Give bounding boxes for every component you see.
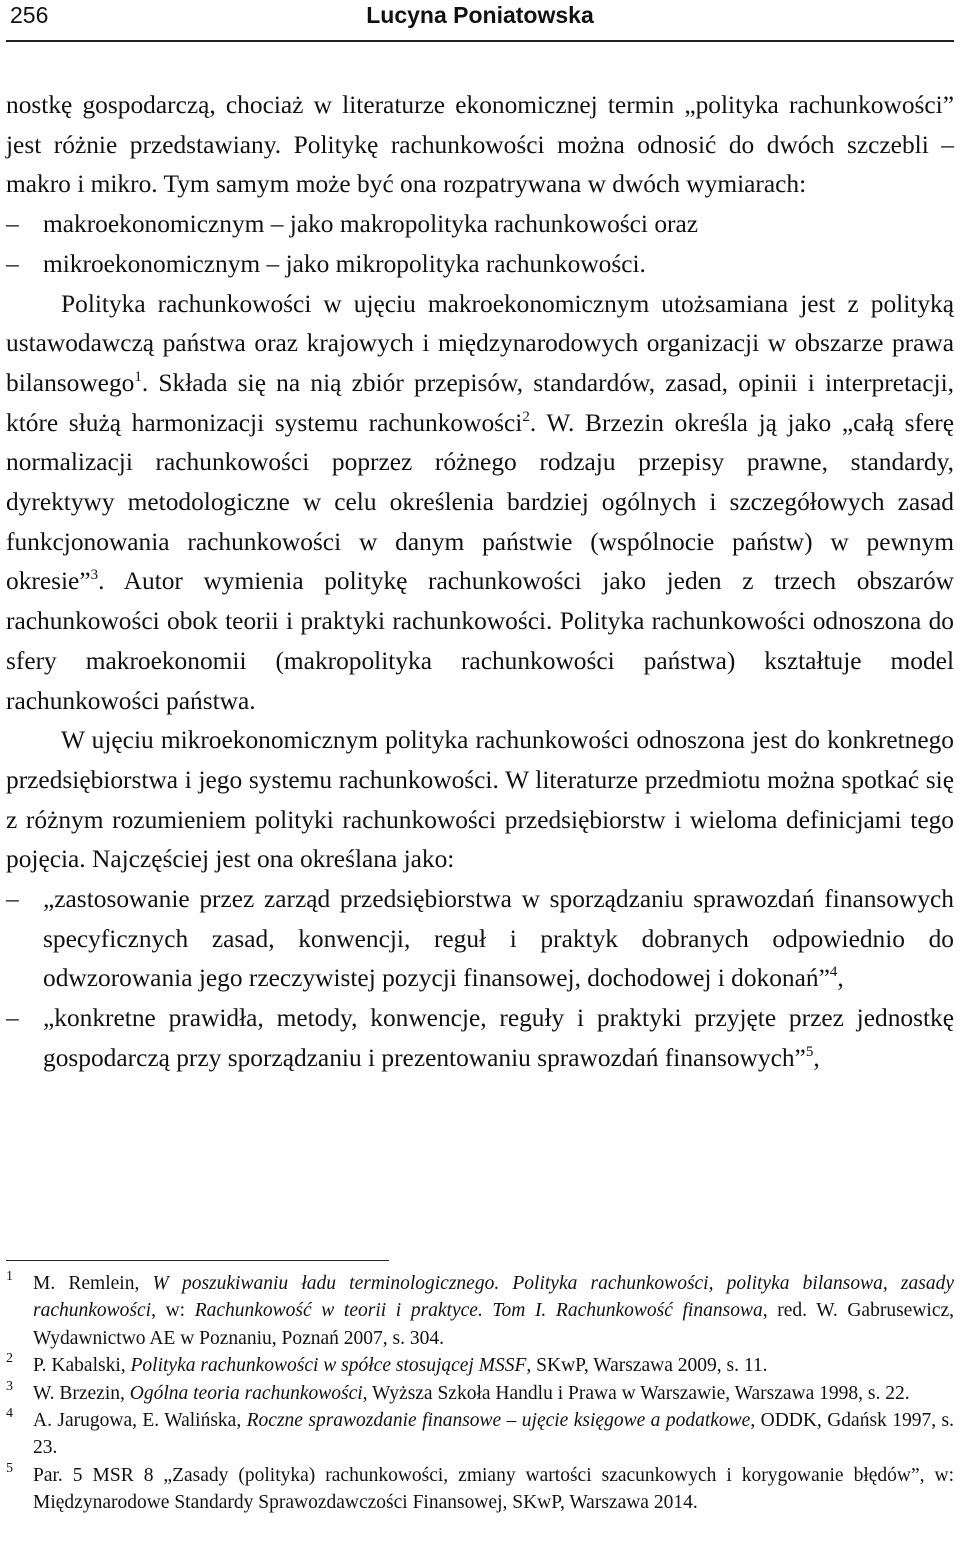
- paragraph-3: W ujęciu mikroekonomicznym polityka rachunkowości odnoszona jest do konkretnego przedsiębiorstwa i jego systemu rachunkowości. W literaturze przedmiotu można spotkać się z różnym rozumieniem polityki rachunkowości przedsiębiorstw i wieloma definicjami tego pojęcia. Najczęściej jest ona określana jako:: [6, 726, 954, 874]
- footnote-ref-2[interactable]: 2: [522, 408, 530, 425]
- footnote-2: [6, 1352, 954, 1379]
- header-rule: [6, 40, 954, 42]
- footnote-text: M. Remlein,: [33, 1273, 153, 1294]
- footnote-3: [6, 1380, 954, 1407]
- page-header: [6, 0, 954, 40]
- paragraph-2: [6, 285, 954, 722]
- footnote-4: [6, 1407, 954, 1462]
- list-item-definition-1: [6, 880, 954, 999]
- list-item-text: mikroekonomicznym – jako mikropolityka rachunkowości.: [43, 249, 646, 278]
- footnote-number: 5: [6, 1460, 13, 1476]
- main-text: [6, 86, 954, 1079]
- dash-bullet: –: [6, 249, 19, 278]
- footnote-ref-1[interactable]: 1: [134, 368, 142, 385]
- footnote-ref-4[interactable]: 4: [829, 964, 838, 981]
- footnote-title: Ogólna teoria rachunkowości: [129, 1382, 363, 1404]
- footnote-text: , w:: [151, 1300, 195, 1322]
- footnotes: [6, 1270, 954, 1517]
- list-item-punct: ,: [813, 1043, 820, 1072]
- footnote-text: , Wyższa Szkoła Handlu i Prawa w Warszawie, Warszawa 1998, s. 22.: [362, 1382, 910, 1404]
- footnote-5: [6, 1462, 954, 1517]
- footnote-ref-5[interactable]: 5: [805, 1043, 814, 1060]
- paragraph-2-part-c: . W. Brzezin określa ją jako „całą sferę normalizacji rachunkowości poprzez różnego rodzaju przepisy prawne, standardy, dyrektywy metodologiczne w celu określenia bardziej ogólnych i szczegółowych zasad funkcjonowania rachunkowości w danym państwie (wspólnocie państw) w pewnym okresie”: [6, 408, 954, 596]
- footnote-title: Polityka rachunkowości w spółce stosującej MSSF: [130, 1355, 527, 1377]
- list-item-micro: [6, 245, 954, 285]
- page-number: 256: [10, 2, 49, 28]
- footnote-number: 2: [6, 1351, 13, 1367]
- quote-text: „zastosowanie przez zarząd przedsiębiorstwa w sporządzaniu sprawozdań finansowych specyficznych zasad, konwencji, reguł i praktyk dobranych odpowiednio do odwzorowania jego rzeczywistej pozycji finansowej, dochodowej i dokonań”: [43, 885, 954, 993]
- footnote-text: , red. W. Gabrusewicz, Wydawnictwo AE w Poznaniu, Poznań 2007, s. 304.: [33, 1300, 955, 1349]
- footnote-text: Par. 5 MSR 8 „Zasady (polityka) rachunkowości, zmiany wartości szacunkowych i korygowanie błędów”, w: Międzynarodowe Standardy Sprawozdawczości Finansowej, SKwP, Warszawa 2014.: [33, 1464, 954, 1514]
- dash-bullet: –: [6, 1004, 19, 1033]
- paragraph-2-part-a: Polityka rachunkowości w ujęciu makroekonomicznym utożsamiana jest z polityką ustawodawczą państwa oraz krajowych i międzynarodowych organizacji w obszarze prawa bilansowego: [6, 289, 954, 397]
- list-item-definition-2: [6, 999, 954, 1078]
- paragraph-2-part-b: . Składa się na nią zbiór przepisów, standardów, zasad, opinii i interpretacji, które służą harmonizacji systemu rachunkowości: [6, 368, 954, 437]
- footnote-text: , ODDK, Gdańsk 1997, s. 23.: [33, 1410, 954, 1459]
- footnote-text: W. Brzezin,: [33, 1382, 130, 1404]
- footnote-number: 3: [6, 1378, 13, 1394]
- footnote-ref-3[interactable]: 3: [90, 567, 99, 584]
- list-item-macro: [6, 205, 954, 245]
- footnote-title: Rachunkowość w teorii i praktyce. Tom I. Rachunkowość finansowa: [194, 1300, 763, 1322]
- dash-bullet: –: [6, 210, 19, 239]
- running-header-author: Lucyna Poniatowska: [366, 2, 594, 28]
- dash-bullet: –: [6, 885, 19, 914]
- footnote-text: A. Jarugowa, E. Walińska,: [33, 1410, 247, 1432]
- paragraph-2-part-d: . Autor wymienia politykę rachunkowości jako jeden z trzech obszarów rachunkowości obok teorii i praktyki rachunkowości. Polityka rachunkowości odnoszona do sfery makroekonomii (makropolityka rachunkowości państwa) kształtuje model rachunkowości państwa.: [6, 567, 954, 715]
- footnote-title: W poszukiwaniu ładu terminologicznego. Polityka rachunkowości, polityka bilansowa, zasady rachunkowości: [33, 1273, 954, 1322]
- paragraph-1: nostkę gospodarczą, chociaż w literaturze ekonomicznej termin „polityka rachunkowości” jest różnie przedstawiany. Politykę rachunkowości można odnosić do dwóch szczebli – makro i mikro. Tym samym może być ona rozpatrywana w dwóch wymiarach:: [6, 91, 954, 199]
- footnote-number: 1: [6, 1269, 13, 1284]
- list-item-punct: ,: [837, 964, 844, 993]
- quote-text: „konkretne prawidła, metody, konwencje, reguły i praktyki przyjęte przez jednostkę gospodarczą przy sporządzaniu i prezentowaniu sprawozdań finansowych”: [43, 1004, 954, 1072]
- list-item-text: makroekonomicznym – jako makropolityka rachunkowości oraz: [43, 210, 699, 239]
- footnote-text: P. Kabalski,: [33, 1355, 131, 1377]
- footnote-number: 4: [6, 1406, 13, 1422]
- footnote-separator: [6, 1260, 389, 1261]
- footnote-text: , SKwP, Warszawa 2009, s. 11.: [526, 1355, 768, 1377]
- footnote-title: Roczne sprawozdanie finansowe – ujęcie księgowe a podatkowe: [246, 1410, 751, 1432]
- footnote-1: [6, 1270, 954, 1352]
